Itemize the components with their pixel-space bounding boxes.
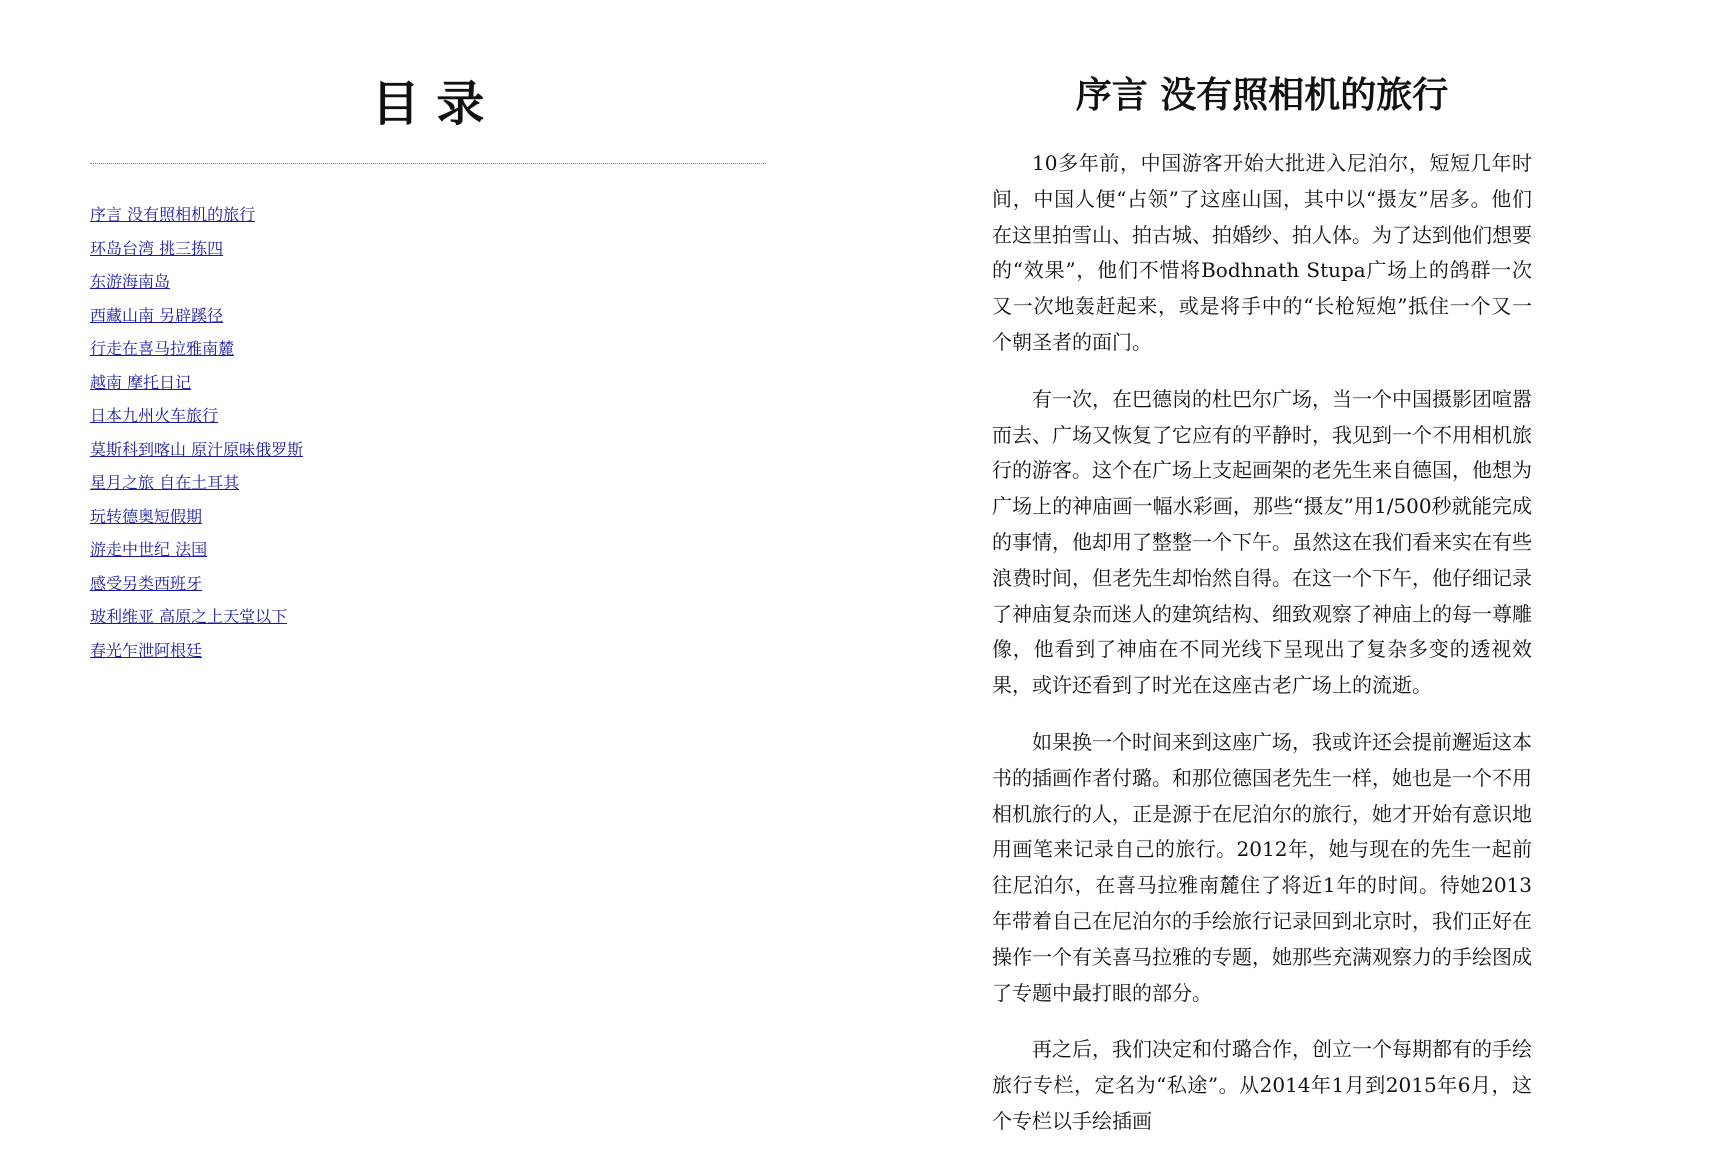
toc-link-russia[interactable]: 莫斯科到喀山 原汁原味俄罗斯	[90, 439, 304, 459]
toc-link-hainan[interactable]: 东游海南岛	[90, 272, 171, 291]
toc-link-himalaya[interactable]: 行走在喜马拉雅南麓	[90, 339, 235, 358]
toc-item	[90, 232, 303, 266]
toc-divider	[90, 163, 766, 164]
chapter-title: 序言 没有照相机的旅行	[1075, 75, 1449, 116]
toc-item	[90, 332, 303, 366]
toc-link-bolivia[interactable]: 玻利维亚 高原之上天堂以下	[90, 607, 288, 626]
toc-link-shannan[interactable]: 西藏山南 另辟蹊径	[90, 305, 224, 325]
toc-link-turkey[interactable]: 星月之旅 自在土耳其	[90, 473, 240, 492]
toc-item	[90, 366, 303, 400]
toc-item	[90, 299, 303, 333]
toc-item	[90, 634, 303, 668]
toc-item	[90, 466, 303, 500]
toc-item	[90, 500, 303, 534]
toc-link-vietnam[interactable]: 越南 摩托日记	[90, 372, 192, 392]
toc-link-kyushu[interactable]: 日本九州火车旅行	[90, 406, 219, 425]
chapter-paragraph: 10多年前，中国游客开始大批进入尼泊尔，短短几年时间，中国人便“占领”了这座山国，其中以“摄友”居多。他们在这里拍雪山、拍古城、拍婚纱、拍人体。为了达到他们想要的“效果”，他们不惜将Bodhnath Stupa广场上的鸽群一次又一次地轰赶起来，或是将手中的“长枪短炮”抵住一个又一个朝圣者的面门。	[992, 151, 1532, 354]
toc-item	[90, 533, 303, 567]
chapter-body	[992, 146, 1532, 1161]
toc-item	[90, 433, 303, 467]
chapter-paragraph: 有一次，在巴德岗的杜巴尔广场，当一个中国摄影团喧嚣而去、广场又恢复了它应有的平静时，我见到一个不用相机旅行的游客。这个在广场上支起画架的老先生来自德国，他想为广场上的神庙画一幅水彩画，那些“摄友”用1/500秒就能完成的事情，他却用了整整一个下午。虽然这在我们看来实在有些浪费时间，但老先生却怡然自得。在这一个下午，他仔细记录了神庙复杂而迷人的建筑结构、细致观察了神庙上的每一尊雕像，他看到了神庙在不同光线下呈现出了复杂多变的透视效果，或许还看到了时光在这座古老广场上的流逝。	[992, 386, 1532, 698]
chapter-paragraph: 如果换一个时间来到这座广场，我或许还会提前邂逅这本书的插画作者付璐。和那位德国老先生一样，她也是一个不用相机旅行的人，正是源于在尼泊尔的旅行，她才开始有意识地用画笔来记录自己的旅行。2012年，她与现在的先生一起前往尼泊尔，在喜马拉雅南麓住了将近1年的时间。待她2013年带着自己在尼泊尔的手绘旅行记录回到北京时，我们正好在操作一个有关喜马拉雅的专题，她那些充满观察力的手绘图成了专题中最打眼的部分。	[992, 729, 1532, 1005]
toc-link-argentina[interactable]: 春光乍泄阿根廷	[90, 640, 203, 660]
toc-title: 目 录	[371, 76, 485, 132]
toc-link-preface[interactable]: 序言 没有照相机的旅行	[90, 205, 256, 224]
toc-item	[90, 600, 303, 634]
toc-item	[90, 265, 303, 299]
toc-link-spain[interactable]: 感受另类西班牙	[90, 573, 203, 593]
toc-page	[0, 0, 864, 1080]
toc-item	[90, 399, 303, 433]
toc-item	[90, 567, 303, 601]
toc-link-taiwan[interactable]: 环岛台湾 挑三拣四	[90, 238, 224, 258]
chapter-page	[864, 0, 1728, 1133]
toc-link-france[interactable]: 游走中世纪 法国	[90, 540, 208, 559]
chapter-paragraph: 再之后，我们决定和付璐合作，创立一个每期都有的手绘旅行专栏，定名为“私途”。从2014年1月到2015年6月，这个专栏以手绘插画	[992, 1037, 1532, 1133]
toc-list	[90, 198, 303, 667]
toc-link-germany-austria[interactable]: 玩转德奥短假期	[90, 506, 203, 526]
toc-item	[90, 198, 303, 232]
